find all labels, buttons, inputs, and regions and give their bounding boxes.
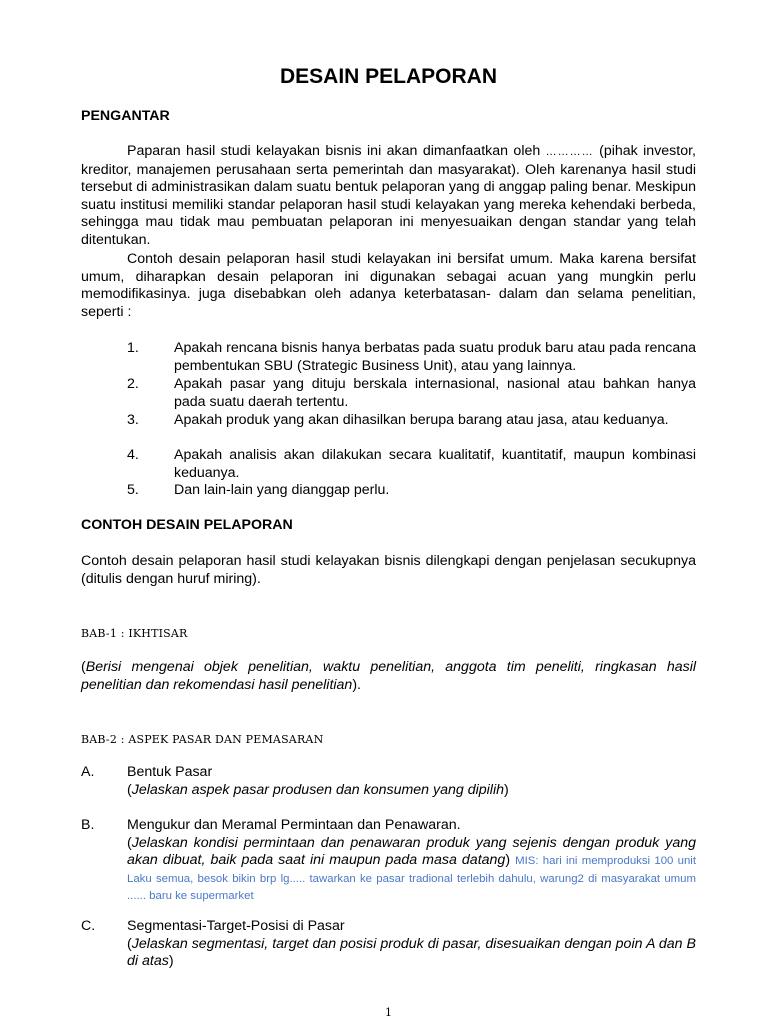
section-title: Segmentasi-Target-Posisi di Pasar xyxy=(127,918,345,934)
pengantar-p1-after: (pihak investor, kreditor, manajemen perusahaan serta pemerintah dan masyarakat). Oleh karenanya hasil studi tersebut di administrasikan dalam suatu bentuk pelaporan yang di anggap paling benar. Meskipun suatu institusi memiliki standar pelaporan hasil studi kelayakan yang mereka kehendaki berbeda, sehingga mau tidak mau pembuatan pelaporan ini menyesuaikan dengan standar yang telah ditentukan. xyxy=(81,143,696,248)
open-paren: ( xyxy=(127,935,132,952)
section-description xyxy=(127,835,696,905)
list-text: Apakah rencana bisnis hanya berbatas pada suatu produk baru atau pada rencana pembentukan SBU (Strategic Business Unit), atau yang lainnya. xyxy=(174,340,696,374)
margin-note: MIS: hari ini memproduksi 100 unit Laku semua, besok bikin brp lg..... tawarkan ke pasar tradional terlebih dahulu, warung2 di masyarakat umum ...... baru ke supermarket xyxy=(127,855,697,903)
pengantar-paragraph-1 xyxy=(81,143,696,250)
bab1-close-paren: ). xyxy=(352,676,361,693)
section-desc-text: Jelaskan segmentasi, target dan posisi produk di pasar, disesuaikan dengan poin A dan B di atas xyxy=(127,935,696,970)
list-text: Apakah analisis akan dilakukan secara kualitatif, kuantitatif, maupun kombinasi keduanya. xyxy=(174,447,696,481)
contoh-paragraph: Contoh desain pelaporan hasil studi kelayakan bisnis dilengkapi dengan penjelasan secukupnya (ditulis dengan huruf miring). xyxy=(81,553,696,587)
bab1-open-paren: ( xyxy=(81,659,86,675)
page-number: 1 xyxy=(385,1006,392,1019)
pengantar-p1-dots: ………… xyxy=(545,146,594,158)
bab1-description xyxy=(81,659,696,694)
pengantar-paragraph-2: Contoh desain pelaporan hasil studi kelayakan ini bersifat umum. Maka karena bersifat umum, diharapkan desain pelaporan ini digunakan sebagai acuan yang mungkin perlu memodifikasinya. juga disebabkan oleh adanya keterbatasan- dalam dan selama penelitian, seperti : xyxy=(81,251,696,320)
section-title: Mengukur dan Meramal Permintaan dan Penawaran. xyxy=(127,817,461,833)
list-number: 5. xyxy=(127,482,139,498)
section-body xyxy=(127,918,696,971)
section-letter: A. xyxy=(81,764,95,780)
bab2-heading: BAB-2 : ASPEK PASAR DAN PEMASARAN xyxy=(81,733,324,746)
list-text: Apakah produk yang akan dihasilkan berupa barang atau jasa, atau keduanya. xyxy=(174,412,669,428)
list-number: 3. xyxy=(127,412,139,428)
list-number: 2. xyxy=(127,376,139,392)
document-page xyxy=(81,0,696,1024)
close-paren: ) xyxy=(504,781,509,798)
document-title: DESAIN PELAPORAN xyxy=(279,65,498,88)
section-body xyxy=(127,764,696,799)
section-description xyxy=(127,782,696,800)
list-text: Dan lain-lain yang dianggap perlu. xyxy=(174,482,390,498)
pengantar-p1-before: Paparan hasil studi kelayakan bisnis ini akan dimanfaatkan oleh xyxy=(127,143,546,159)
section-description xyxy=(127,936,696,971)
section-desc-text: Jelaskan kondisi permintaan dan penawaran produk yang sejenis dengan produk yang akan dibuat, baik pada saat ini maupun pada masa datang xyxy=(127,834,696,869)
open-paren: ( xyxy=(127,781,132,798)
close-paren: ) xyxy=(168,953,174,970)
section-body xyxy=(127,817,696,905)
list-number: 1. xyxy=(127,340,139,356)
list-text: Apakah pasar yang dituju berskala internasional, nasional atau bahkan hanya pada suatu daerah tertentu. xyxy=(174,376,696,410)
section-letter: C. xyxy=(81,918,96,934)
bab1-desc-text: Berisi mengenai objek penelitian, waktu penelitian, anggota tim peneliti, ringkasan hasil penelitian dan rekomendasi hasil penelitian xyxy=(81,659,696,693)
pengantar-heading: PENGANTAR xyxy=(81,108,170,124)
contoh-heading: CONTOH DESAIN PELAPORAN xyxy=(81,517,293,533)
section-desc-text: Jelaskan aspek pasar produsen dan konsumen yang dipilih xyxy=(131,781,505,798)
bab1-heading: BAB-1 : IKHTISAR xyxy=(81,627,188,640)
section-letter: B. xyxy=(81,817,95,833)
list-number: 4. xyxy=(127,447,139,463)
section-title: Bentuk Pasar xyxy=(127,764,213,780)
open-paren: ( xyxy=(127,834,132,851)
close-paren: ) xyxy=(505,852,511,869)
